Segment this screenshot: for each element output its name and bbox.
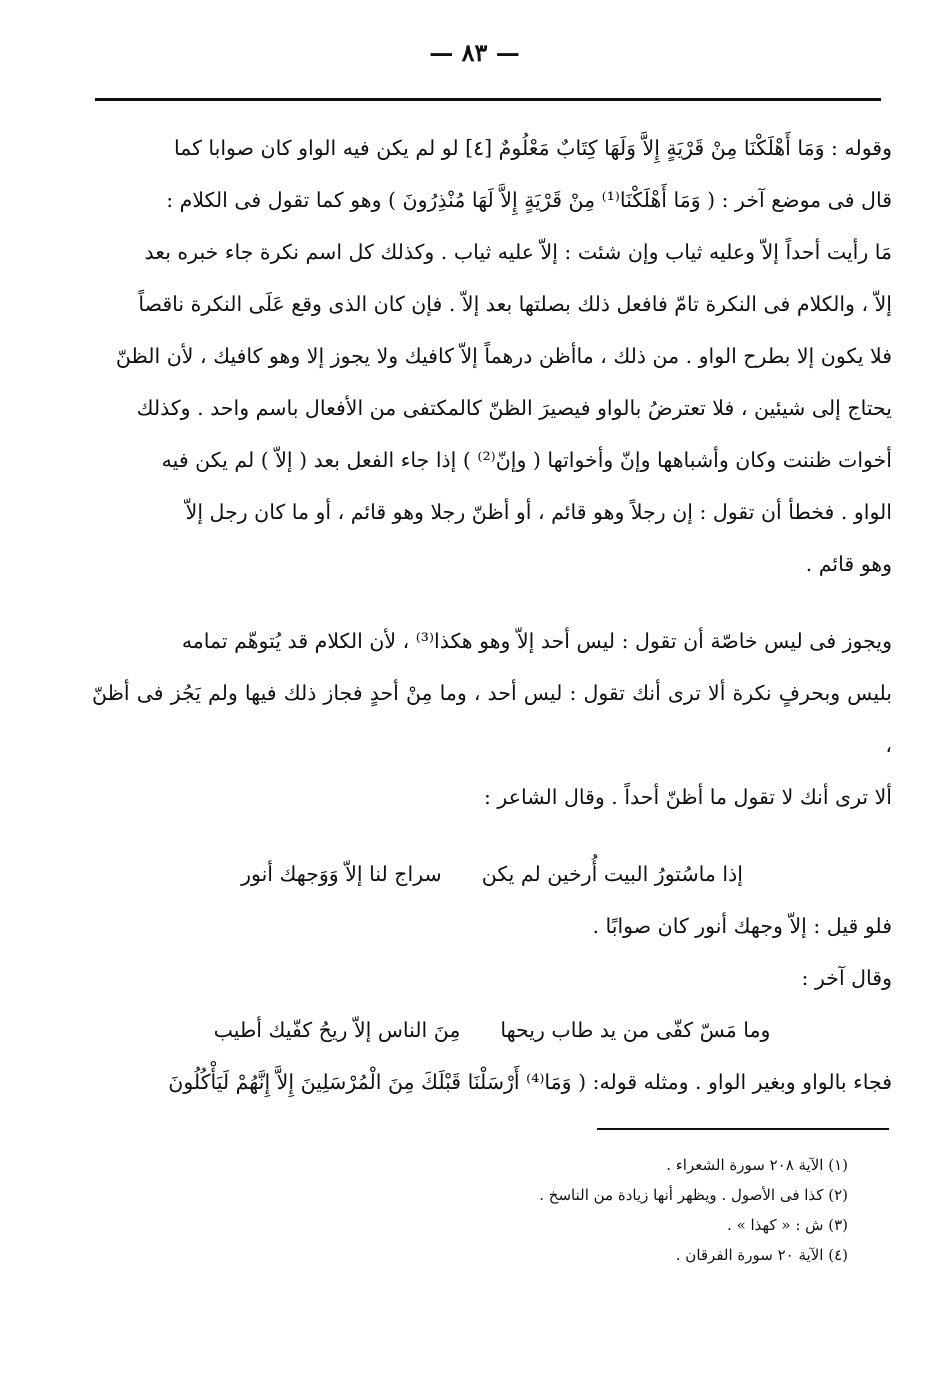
text-line: وقال آخر : [801,966,892,990]
text-line: مَا رأيت أحداً إلاّ وعليه ثياب وإن شئت : إلاّ عليه ثياب . وكذلك كل اسم نكرة جاء خبره بعد [144,240,892,264]
text-line: فجاء بالواو وبغير الواو . ومثله قوله: ( وَمَا⁽⁴⁾ أَرْسَلْنَا قَبْلَكَ مِنَ الْمُرْسَلِينَ إِلاَّ إِنَّهُمْ لَيَأْكُلُونَ [168,1070,892,1094]
text-line: وقوله : وَمَا أَهْلَكْنَا مِنْ قَرْيَةٍ إِلاَّ وَلَهَا كِتَابٌ مَعْلُومٌ [٤] لو لم يكن فيه الواو كان صوابا كما [174,136,892,160]
text-line: قال فى موضع آخر : ( وَمَا أَهْلَكْنَا⁽¹⁾ مِنْ قَرْيَةٍ إِلاَّ لَهَا مُنْذِرُونَ ) وهو كما تقول فى الكلام : [166,188,892,212]
text-line: ويجوز فى ليس خاصّة أن تقول : ليس أحد إلاّ وهو هكذا⁽³⁾ ، لأن الكلام قد يُتوهّم تمامه [181,629,892,653]
footnotes [300,1150,848,1270]
verse-1 [92,848,892,900]
header-rule [95,98,881,101]
page-number: — ٨٣ — [429,38,520,67]
footnote: (٢) كذا فى الأصول . ويظهر أنها زيادة من الناسخ . [539,1186,848,1204]
text-line: فلا يكون إلا بطرح الواو . من ذلك ، ماأظن درهماً إلاّ كافيك ولا يجوز إلا وهو كافيك ، لأن الظنّ [115,344,892,368]
text-line: أخوات ظننت وكان وأشباهها وإنّ وأخواتها ( وإنّ⁽²⁾ ) إذا جاء الفعل بعد ( إلاّ ) لم يكن فيه [161,448,892,472]
footnote-rule [597,1128,889,1130]
footnote: (١) الآية ٢٠٨ سورة الشعراء . [666,1156,848,1174]
verse-1-first-hemistich: إذا ماسُتورُ البيت أُرخين لم يكن [481,862,743,886]
text-line: يحتاج إلى شيئين ، فلا تعترضُ بالواو فيصيرَ الظنّ كالمكتفى من الأفعال باسم واحد . وكذلك [136,396,892,420]
text-line: وهو قائم . [805,552,892,576]
text-line: بليس وبحرفٍ نكرة ألا ترى أنك تقول : ليس أحد ، وما مِنْ أحدٍ فجاز ذلك فيها ولم يَجُز فى أظنّ ، [92,681,892,757]
text-line: ألا ترى أنك لا تقول ما أظنّ أحداً . وقال الشاعر : [483,785,892,809]
text-line: فلو قيل : إلاّ وجهك أنور كان صوابًا . [592,914,892,938]
text-line: الواو . فخطأ أن تقول : إن رجلاً وهو قائم ، أو أظنّ رجلا وهو قائم ، أو ما كان رجل إلاّ [185,500,892,524]
verse-1-second-hemistich: سراج لنا إلاّ وَوَجهك أنور [241,862,442,886]
footnote: (٤) الآية ٢٠ سورة الفرقان . [675,1246,848,1264]
verse-2-second-hemistich: مِنَ الناس إلاّ ريحُ كفّيك أطيب [213,1018,461,1042]
main-text [92,122,892,1108]
text-line: إلاّ ، والكلام فى النكرة تامّ فافعل ذلك بصلتها بعد إلاّ . فإن كان الذى وقع عَلَى النكرة ناقصاً [138,292,892,316]
verse-2 [92,1004,892,1056]
verse-2-first-hemistich: وما مَسّ كفّى من يد طاب ريحها [500,1018,771,1042]
footnote: (٣) ش : « كهذا » . [727,1216,848,1234]
